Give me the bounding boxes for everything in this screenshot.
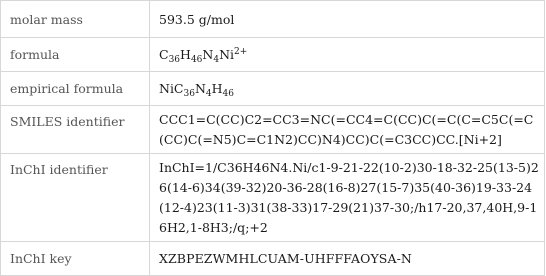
row-value-empirical-formula (150, 72, 545, 106)
row-label-smiles: SMILES identifier (1, 106, 150, 154)
formula-sub: 36 (183, 89, 195, 99)
formula-part: NiC (159, 81, 184, 96)
table-row (1, 242, 545, 276)
formula-part: H (211, 81, 223, 96)
formula-sub: 4 (213, 55, 220, 65)
row-value-inchi: InChI=1/C36H46N4.Ni/c1-9-21-22(10-2)30-18-32-25(13-5)26(14-6)34(39-32)20-36-28(16-8)27(15-7)35(40-36)19-33-24(12-4)23(11-3)31(38-33)17-29(21)37-30;/h17-20,37,40H,9-16H2,1-8H3;/q;+2 (150, 154, 545, 242)
formula-charge: 2+ (234, 47, 248, 57)
formula-part: N (194, 81, 206, 96)
formula-sub: 46 (190, 55, 203, 65)
formula-part: C (159, 47, 169, 62)
row-label-molar-mass: molar mass (1, 1, 150, 38)
formula-sub: 36 (168, 55, 181, 65)
row-value-molar-mass: 593.5 g/mol (150, 1, 545, 38)
row-value-smiles: CCC1=C(CC)C2=CC3=NC(=CC4=C(CC)C(=C(C=C5C(=C(CC)C(=N5)C=C1N2)CC)N4)CC)C(=C3CC)CC.[Ni+2] (150, 106, 545, 154)
formula-part: N (202, 47, 214, 62)
table-row (1, 106, 545, 154)
table-row (1, 72, 545, 106)
row-value-inchi-key: XZBPEZWMHLCUAM-UHFFFAOYSA-N (150, 242, 545, 276)
row-label-inchi-key: InChI key (1, 242, 150, 276)
row-value-formula (150, 38, 545, 72)
row-label-empirical-formula: empirical formula (1, 72, 150, 106)
formula-sub: 46 (222, 89, 234, 99)
formula-sub: 4 (205, 89, 212, 99)
row-label-formula: formula (1, 38, 150, 72)
row-label-inchi: InChI identifier (1, 154, 150, 242)
table-row (1, 38, 545, 72)
formula-part: Ni (219, 47, 234, 62)
table-row (1, 1, 545, 38)
formula-part: H (180, 47, 191, 62)
table-row (1, 154, 545, 242)
